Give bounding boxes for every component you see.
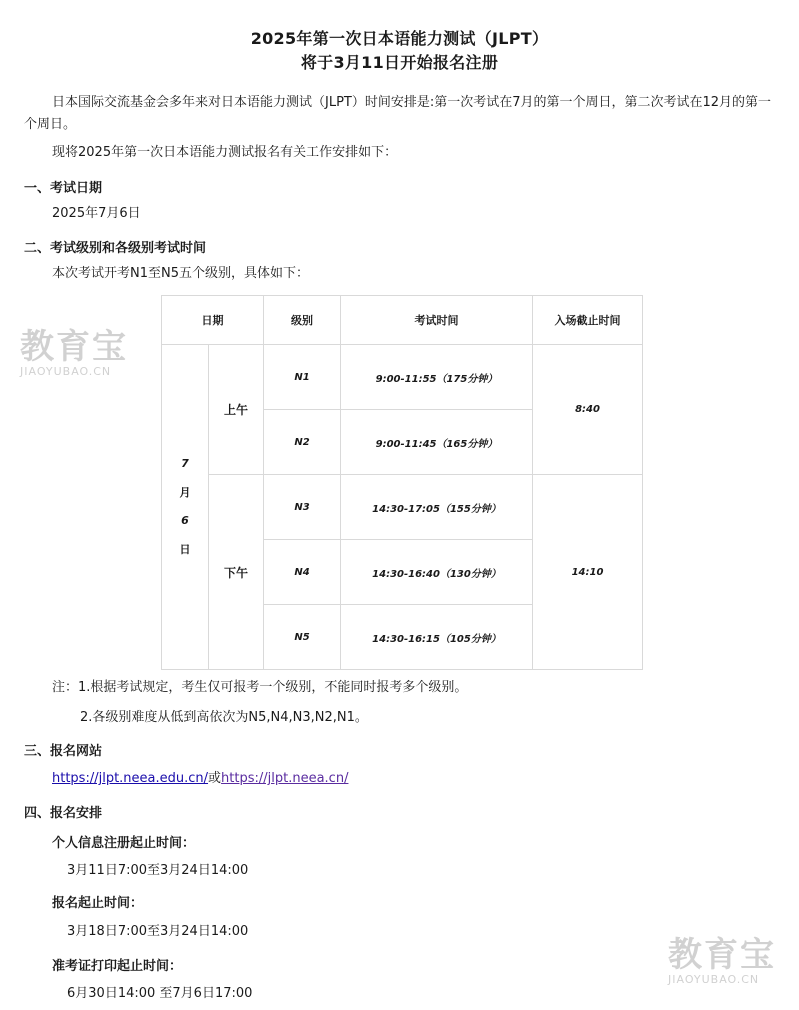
- section-1-heading: 一、考试日期: [24, 181, 103, 196]
- time-cell: 9:00-11:45（165分钟）: [341, 410, 533, 475]
- jlpt-link-cn[interactable]: https://jlpt.neea.cn/: [221, 771, 349, 786]
- print-value: 6月30日14:00 至7月6日17:00: [67, 986, 253, 1001]
- level-cell: N4: [264, 540, 341, 605]
- reg-value: 3月11日7:00至3月24日14:00: [67, 863, 249, 878]
- header-level: 级别: [264, 296, 341, 345]
- date-char: 月: [179, 486, 191, 499]
- note-1: 注：1.根据考试规定，考生仅可报考一个级别，不能同时报考多个级别。: [52, 680, 468, 695]
- pm-cutoff: 14:10: [533, 475, 643, 670]
- watermark-text: 教育宝: [20, 327, 128, 367]
- header-cutoff: 入场截止时间: [533, 296, 643, 345]
- intro-paragraph-2: 现将2025年第一次日本语能力测试报名有关工作安排如下：: [52, 145, 398, 160]
- time-cell: 9:00-11:55（175分钟）: [341, 345, 533, 410]
- time-cell: 14:30-17:05（155分钟）: [341, 475, 533, 540]
- section-3-heading: 三、报名网站: [24, 744, 103, 759]
- level-cell: N2: [264, 410, 341, 475]
- apply-label: 报名起止时间：: [52, 896, 144, 911]
- website-links: [52, 768, 348, 790]
- pm-label: 下午: [209, 475, 264, 670]
- print-label: 准考证打印起止时间：: [52, 959, 183, 974]
- exam-schedule-table: [161, 295, 643, 670]
- note-2: 2.各级别难度从低到高依次为N5,N4,N3,N2,N1。: [80, 710, 368, 725]
- date-char: 7: [181, 457, 189, 470]
- level-cell: N5: [264, 605, 341, 670]
- or-text: 或: [208, 771, 222, 786]
- date-char: 日: [179, 543, 191, 556]
- level-cell: N1: [264, 345, 341, 410]
- am-cutoff: 8:40: [533, 345, 643, 475]
- section-4-heading: 四、报名安排: [24, 806, 103, 821]
- date-cell: [162, 345, 209, 670]
- table-header-row: [162, 296, 643, 345]
- time-cell: 14:30-16:40（130分钟）: [341, 540, 533, 605]
- levels-lead: 本次考试开考N1至N5五个级别，具体如下：: [52, 266, 309, 281]
- exam-date: 2025年7月6日: [52, 206, 141, 221]
- intro-paragraph: 日本国际交流基金会多年来对日本语能力测试（JLPT）时间安排是:第一次考试在7月的第一个周日，第二次考试在12月的第一个周日。: [24, 95, 772, 132]
- watermark-logo-left: [20, 327, 128, 378]
- page-title-line2: 将于3月11日开始报名注册: [300, 53, 499, 72]
- watermark-domain: JIAOYUBAO.CN: [20, 365, 112, 378]
- header-date: 日期: [162, 296, 264, 345]
- watermark-text: 教育宝: [668, 935, 776, 975]
- section-2-heading: 二、考试级别和各级别考试时间: [24, 241, 207, 256]
- level-cell: N3: [264, 475, 341, 540]
- watermark-logo-right: [668, 935, 776, 986]
- table-row: [162, 475, 643, 540]
- reg-label: 个人信息注册起止时间：: [52, 836, 196, 851]
- table-row: [162, 345, 643, 410]
- am-label: 上午: [209, 345, 264, 475]
- apply-value: 3月18日7:00至3月24日14:00: [67, 924, 249, 939]
- watermark-domain: JIAOYUBAO.CN: [668, 973, 760, 986]
- header-time: 考试时间: [341, 296, 533, 345]
- jlpt-link-edu[interactable]: https://jlpt.neea.edu.cn/: [52, 771, 209, 786]
- time-cell: 14:30-16:15（105分钟）: [341, 605, 533, 670]
- page-title-line1: 2025年第一次日本语能力测试（JLPT）: [250, 29, 549, 48]
- date-char: 6: [181, 514, 189, 527]
